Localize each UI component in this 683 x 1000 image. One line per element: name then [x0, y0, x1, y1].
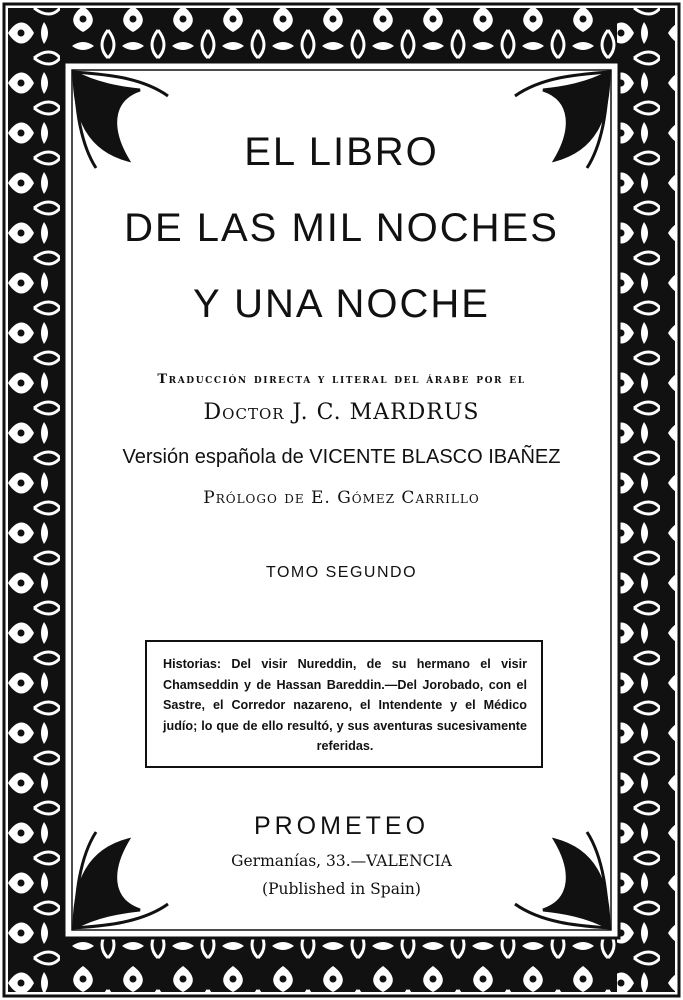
stories-box: [145, 640, 543, 768]
volume-label: TOMO SEGUNDO: [265, 564, 418, 581]
published-note: (Published in Spain): [262, 880, 421, 898]
title-line-3: Y UNA NOCHE: [193, 282, 490, 326]
title-line-2: DE LAS MIL NOCHES: [124, 206, 559, 250]
translation-note: Traducción directa y literal del árabe por el: [157, 372, 526, 387]
publisher-address: Germanías, 33.—VALENCIA: [231, 852, 452, 870]
publisher-name: PROMETEO: [253, 812, 430, 840]
prologue-credit: Prólogo de E. Gómez Carrillo: [203, 488, 480, 508]
spanish-version: Versión española de VICENTE BLASCO IBAÑEZ: [122, 446, 561, 468]
title-line-1: EL LIBRO: [244, 130, 439, 174]
author: Doctor J. C. MARDRUS: [203, 400, 480, 425]
stories-text: Historias: Del visir Nureddin, de su hermano el visir Chamseddin y de Hassan Bareddin.—Del Jorobado, con el Sastre, el Corredor nazareno, el Intendente y el Médico judío; lo que de ello resultó, y sus aventuras sucesivamente referidas.: [163, 657, 527, 753]
